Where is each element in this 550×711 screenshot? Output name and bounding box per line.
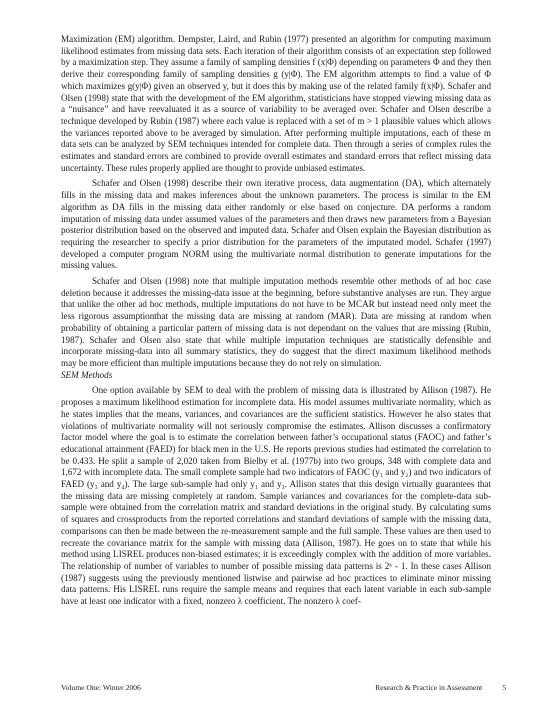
footer-journal: Research & Practice in Assessment (375, 683, 483, 692)
section-heading: SEM Methods (61, 369, 113, 380)
paragraph-2: Schafer and Olsen (1998) describe their own iterative process, data augmentation (DA), which alternately fills in the missing data and makes inferences about the unknown parameters. The process is similar to the EM algorithm as DA fills in the missing data either randomly or else based on conjecture. DA performs a random imputation of missing data under assumed values of the parameters and then draws new parameters from a Bayesian posterior distribution based on the observed and imputed data. Schafer and Olsen explain the Bayesian distribution as requiring the researcher to specify a prior distribution for the parameters of the imputated model. Schafer (1997) developed a computer program NORM using the multivariate normal distribution to generate imputations for the missing values. (61, 178, 491, 271)
footer-right (375, 683, 506, 692)
article-body (61, 34, 491, 608)
paragraph-1: Maximization (EM) algorithm. Dempster, Laird, and Rubin (1977) presented an algorithm for computing maximum likelihood estimates from missing data sets. Each iteration of their algorithm consists of an expectation step followed by a maximization step. They assume a family of sampling densities f (x|Φ) depending on parameters Φ and they then derive their corresponding family of sampling densities g (y|Φ). The EM algorithm attempts to find a value of Φ which maximizes g(y|Φ) given an observed y, but it does this by making use of the related family f(x|Φ). Schafer and Olsen (1998) state that with the development of the EM algorithm, statisticians have stopped viewing missing data as a “nuisance” and have reevaluated it as a source of variability to be averaged over. Schafer and Olsen describe a technique developed by Rubin (1987) where each value is replaced with a set of m > 1 plausible values which allows the variances reported above to be averaged by simulation. After performing multiple imputations, each of these m data sets can be analyzed by SEM techniques intended for complete data. Then through a series of complex rules the estimates and standard errors are combined to provide overall estimates and standard errors that reflect missing data uncertainty. These rules properly applied are thought to provide unbiased estimates. (61, 34, 491, 173)
footer-volume: Volume One: Winter 2006 (61, 683, 141, 692)
page-footer (61, 683, 506, 692)
paragraph-3: Schafer and Olsen (1998) note that multiple imputation methods resemble other methods of ad hoc case deletion because it addresses the missing-data issue at the beginning, before substantive analyses are run. They argue that unlike the other ad hoc methods, multiple imputations do not have to be MCAR but instead need only meet the less rigorous assumptionthat the missing data are missing at random (MAR). Data are missing at random when probability of obtaining a particular pattern of missing data is not dependant on the values that are missing (Rubin, 1987). Schafer and Olsen also state that while multiple imputation techniques are statistically defensible and incorporate missing-data into all summary statistics, they do suggest that the direct maximum likelihood methods may be more efficient than multiple imputations because they do not rely on simulation. (61, 276, 491, 368)
paragraph-4: One option available by SEM to deal with the problem of missing data is illustrated by Allison (1987). He proposes a maximum likelihood estimation for incomplete data. His model assumes multivariate normality, which as he states implies that the means, variances, and covariances are the sufficient statistics. However he also states that violations of multivariate normality will not seriously compromise the estimates. Allison discusses a confirmatory factor model where the goal is to estimate the correlation between father’s occupational status (FAOC) and father’s educational attainment (FAED) for black men in the U.S. He reports previous studies had estimated the correlation to be 0.433. He split a sample of 2,020 taken from Bielby et al. (1977b) into two groups, 348 with complete data and 1,672 with incomplete data. The small complete sample had two indicators of FAOC (y₁ and y₂) and two indicators of FAED (y₃ and y₄). The large sub-sample had only y₁ and y₃. Allison states that this design virtually guarantees that the missing data are missing completely at random. Sample variances and covariances for the complete-data sub-sample were obtained from the correlation matrix and standard deviations in the original study. By calculating sums of squares and crossproducts from the reported correlations and standard deviations of sample with the missing data, comparisons can then be made between the re-measurement sample and the full sample. These values are then used to recreate the covariance matrix for the sample with missing data (Allison, 1987). He goes on to state that while his method using LISREL produces non-biased estimates; it is exceedingly complex with the addition of more variables. The relationship of number of variables to number of possible missing data patterns is 2ᵏ - 1. In these cases Allison (1987) suggests using the previously mentioned listwise and pairwise ad hoc practices to eliminate minor missing data patterns. His LISREL runs require the sample means and requires that each latent variable in each sub-sample have at least one indicator with a fixed, nonzero λ coefficient. The nonzero λ coef- (61, 385, 491, 607)
page-number: 5 (502, 683, 506, 692)
